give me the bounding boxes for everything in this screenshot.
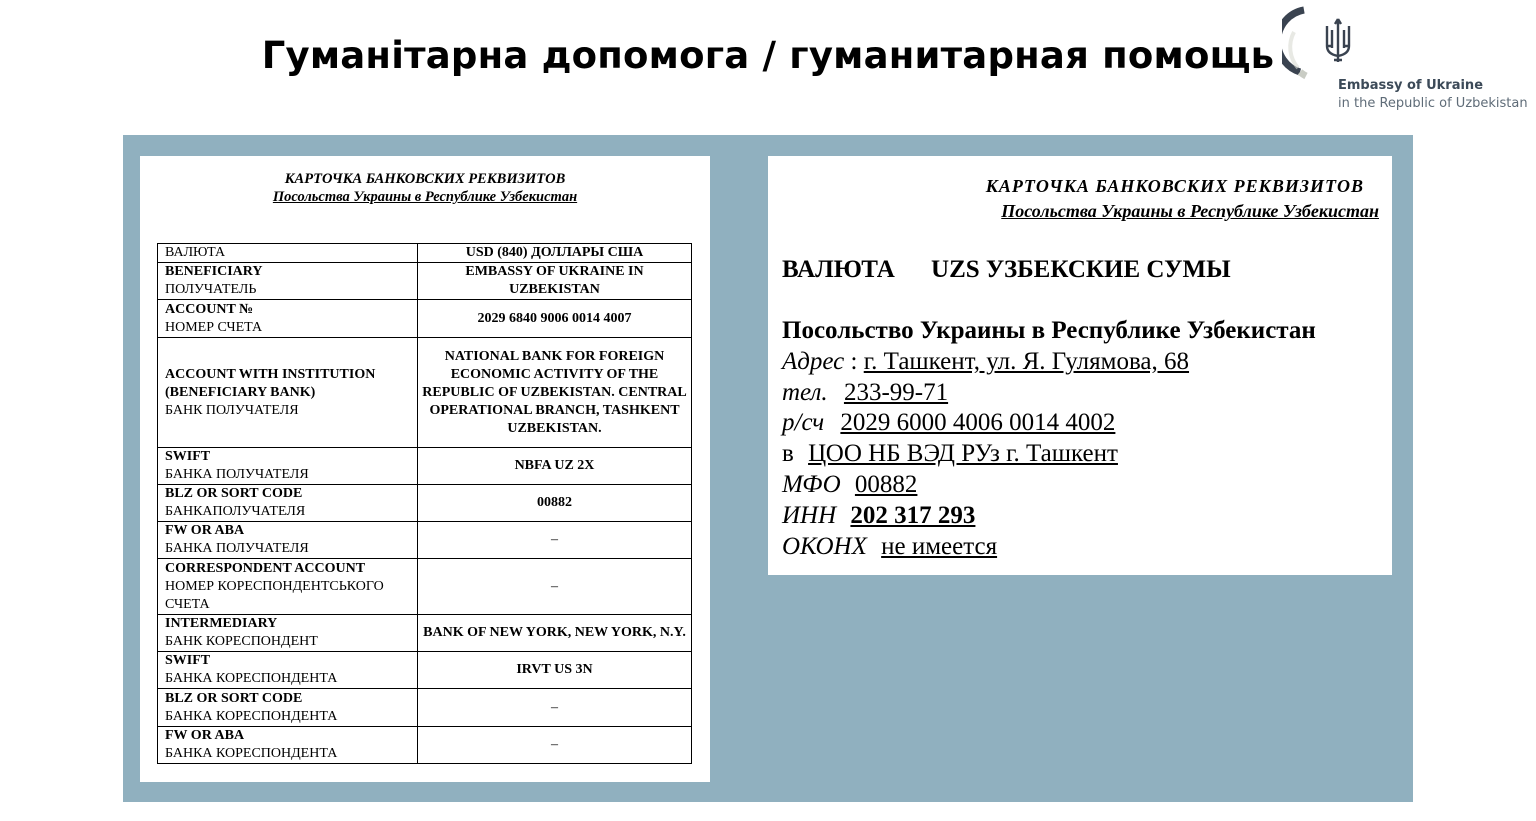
- table-row: [158, 244, 692, 263]
- inn-label: ИНН: [782, 502, 837, 529]
- row-label: БАНКАПОЛУЧАТЕЛЯ: [165, 504, 306, 519]
- bank-details-table: [157, 243, 692, 764]
- row-value: –: [418, 559, 692, 615]
- embassy-location: in the Republic of Uzbekistan: [1338, 96, 1528, 111]
- table-row: [158, 689, 692, 727]
- usd-card-subheading: Посольства Украины в Республике Узбекистан: [272, 189, 578, 205]
- row-value: USD (840) ДОЛЛАРЫ США: [418, 244, 692, 263]
- account-line: [782, 409, 1115, 437]
- account-value: 2029 6000 4006 0014 4002: [840, 409, 1116, 436]
- row-label-en: INTERMEDIARY: [165, 616, 278, 631]
- row-label-en: FW OR ABA: [165, 523, 245, 538]
- address-line: Адрес : г. Ташкент, ул. Я. Гулямова, 68: [782, 348, 1190, 375]
- phone-line: [782, 379, 948, 407]
- mfo-value: 00882: [854, 471, 918, 498]
- table-row: [158, 300, 692, 338]
- row-label: БАНКА КОРЕСПОНДЕНТА: [165, 671, 338, 686]
- row-label-en: BLZ OR SORT CODE: [165, 690, 303, 706]
- trident-icon: [1318, 16, 1358, 66]
- row-label-en: FW OR ABA: [165, 728, 245, 743]
- account-label: р/сч: [782, 409, 825, 436]
- row-label-en: SWIFT: [165, 653, 211, 668]
- row-label-en: BLZ OR SORT CODE: [165, 486, 303, 501]
- row-label-en: ACCOUNT №: [165, 301, 254, 317]
- row-label-en: ACCOUNT WITH INSTITUTION (BENEFICIARY BANK): [165, 366, 376, 400]
- row-value: IRVT US 3N: [418, 652, 692, 689]
- bank-value: ЦОО НБ ВЭД РУз г. Ташкент: [808, 440, 1118, 467]
- page-title: Гуманітарна допомога / гуманитарная помощь: [261, 34, 1275, 77]
- row-label: БАНКА КОРЕСПОНДЕНТА: [165, 708, 338, 724]
- row-value: 00882: [418, 485, 692, 522]
- inn-line: [782, 502, 975, 530]
- embassy-name: Embassy of Ukraine: [1338, 78, 1484, 93]
- bank-prefix: в: [782, 440, 794, 467]
- uzs-bank-details-card: [768, 156, 1392, 575]
- table-row: [158, 485, 692, 522]
- row-label: БАНК ПОЛУЧАТЕЛЯ: [165, 402, 299, 418]
- okonh-label: ОКОНХ: [782, 533, 867, 560]
- okonh-value: не имеется: [881, 533, 998, 560]
- organization-name: Посольство Украины в Республике Узбекистан: [782, 317, 1316, 344]
- row-label: ВАЛЮТА: [165, 245, 226, 260]
- phone-label: тел.: [782, 379, 828, 406]
- bank-line: [782, 440, 1118, 468]
- row-label: НОМЕР КОРЕСПОНДЕНТСЬКОГО СЧЕТА: [165, 578, 384, 612]
- row-value: NBFA UZ 2X: [418, 448, 692, 485]
- currency-line: [782, 256, 1231, 284]
- row-value: NATIONAL BANK FOR FOREIGN ECONOMIC ACTIVITY OF THE REPUBLIC OF UZBEKISTAN. CENTRAL OPERATIONAL BRANCH, TASHKENT UZBEKISTAN.: [418, 338, 692, 448]
- currency-label: ВАЛЮТА: [782, 256, 895, 283]
- row-label: БАНКА ПОЛУЧАТЕЛЯ: [165, 541, 309, 556]
- address-label: Адрес: [782, 348, 845, 375]
- row-value: –: [418, 689, 692, 727]
- embassy-logo: [1282, 2, 1536, 117]
- usd-card-heading: КАРТОЧКА БАНКОВСКИХ РЕКВИЗИТОВ: [284, 171, 566, 187]
- mfo-line: [782, 471, 917, 499]
- address-value: г. Ташкент, ул. Я. Гулямова, 68: [863, 348, 1190, 375]
- row-label: ПОЛУЧАТЕЛЬ: [165, 282, 257, 297]
- row-label: БАНКА ПОЛУЧАТЕЛЯ: [165, 467, 309, 482]
- table-row: [158, 727, 692, 764]
- row-value: BANK OF NEW YORK, NEW YORK, N.Y.: [418, 615, 692, 652]
- mfo-label: МФО: [782, 471, 841, 498]
- row-value: 2029 6840 9006 0014 4007: [418, 300, 692, 338]
- table-row: [158, 559, 692, 615]
- table-row: [158, 263, 692, 300]
- row-label-en: SWIFT: [165, 449, 211, 464]
- row-value: –: [418, 727, 692, 764]
- phone-value: 233-99-71: [843, 379, 949, 406]
- table-row: [158, 448, 692, 485]
- row-label-en: BENEFICIARY: [165, 264, 263, 279]
- row-label: НОМЕР СЧЕТА: [165, 319, 263, 335]
- uzs-card-subheading: Посольства Украины в Республике Узбекистан: [1001, 201, 1379, 221]
- usd-bank-details-card: [140, 156, 710, 782]
- row-value: EMBASSY OF UKRAINE IN UZBEKISTAN: [418, 263, 692, 300]
- table-row: [158, 652, 692, 689]
- table-row: [158, 522, 692, 559]
- row-label-en: CORRESPONDENT ACCOUNT: [165, 560, 366, 576]
- row-value: –: [418, 522, 692, 559]
- row-label: БАНК КОРЕСПОНДЕНТ: [165, 634, 318, 649]
- uzs-card-heading: КАРТОЧКА БАНКОВСКИХ РЕКВИЗИТОВ: [985, 176, 1364, 196]
- row-label: БАНКА КОРЕСПОНДЕНТА: [165, 746, 338, 761]
- table-row: [158, 615, 692, 652]
- currency-value: UZS УЗБЕКСКИЕ СУМЫ: [931, 256, 1231, 283]
- inn-value: 202 317 293: [850, 502, 976, 529]
- table-row: [158, 338, 692, 448]
- okonh-line: [782, 533, 997, 561]
